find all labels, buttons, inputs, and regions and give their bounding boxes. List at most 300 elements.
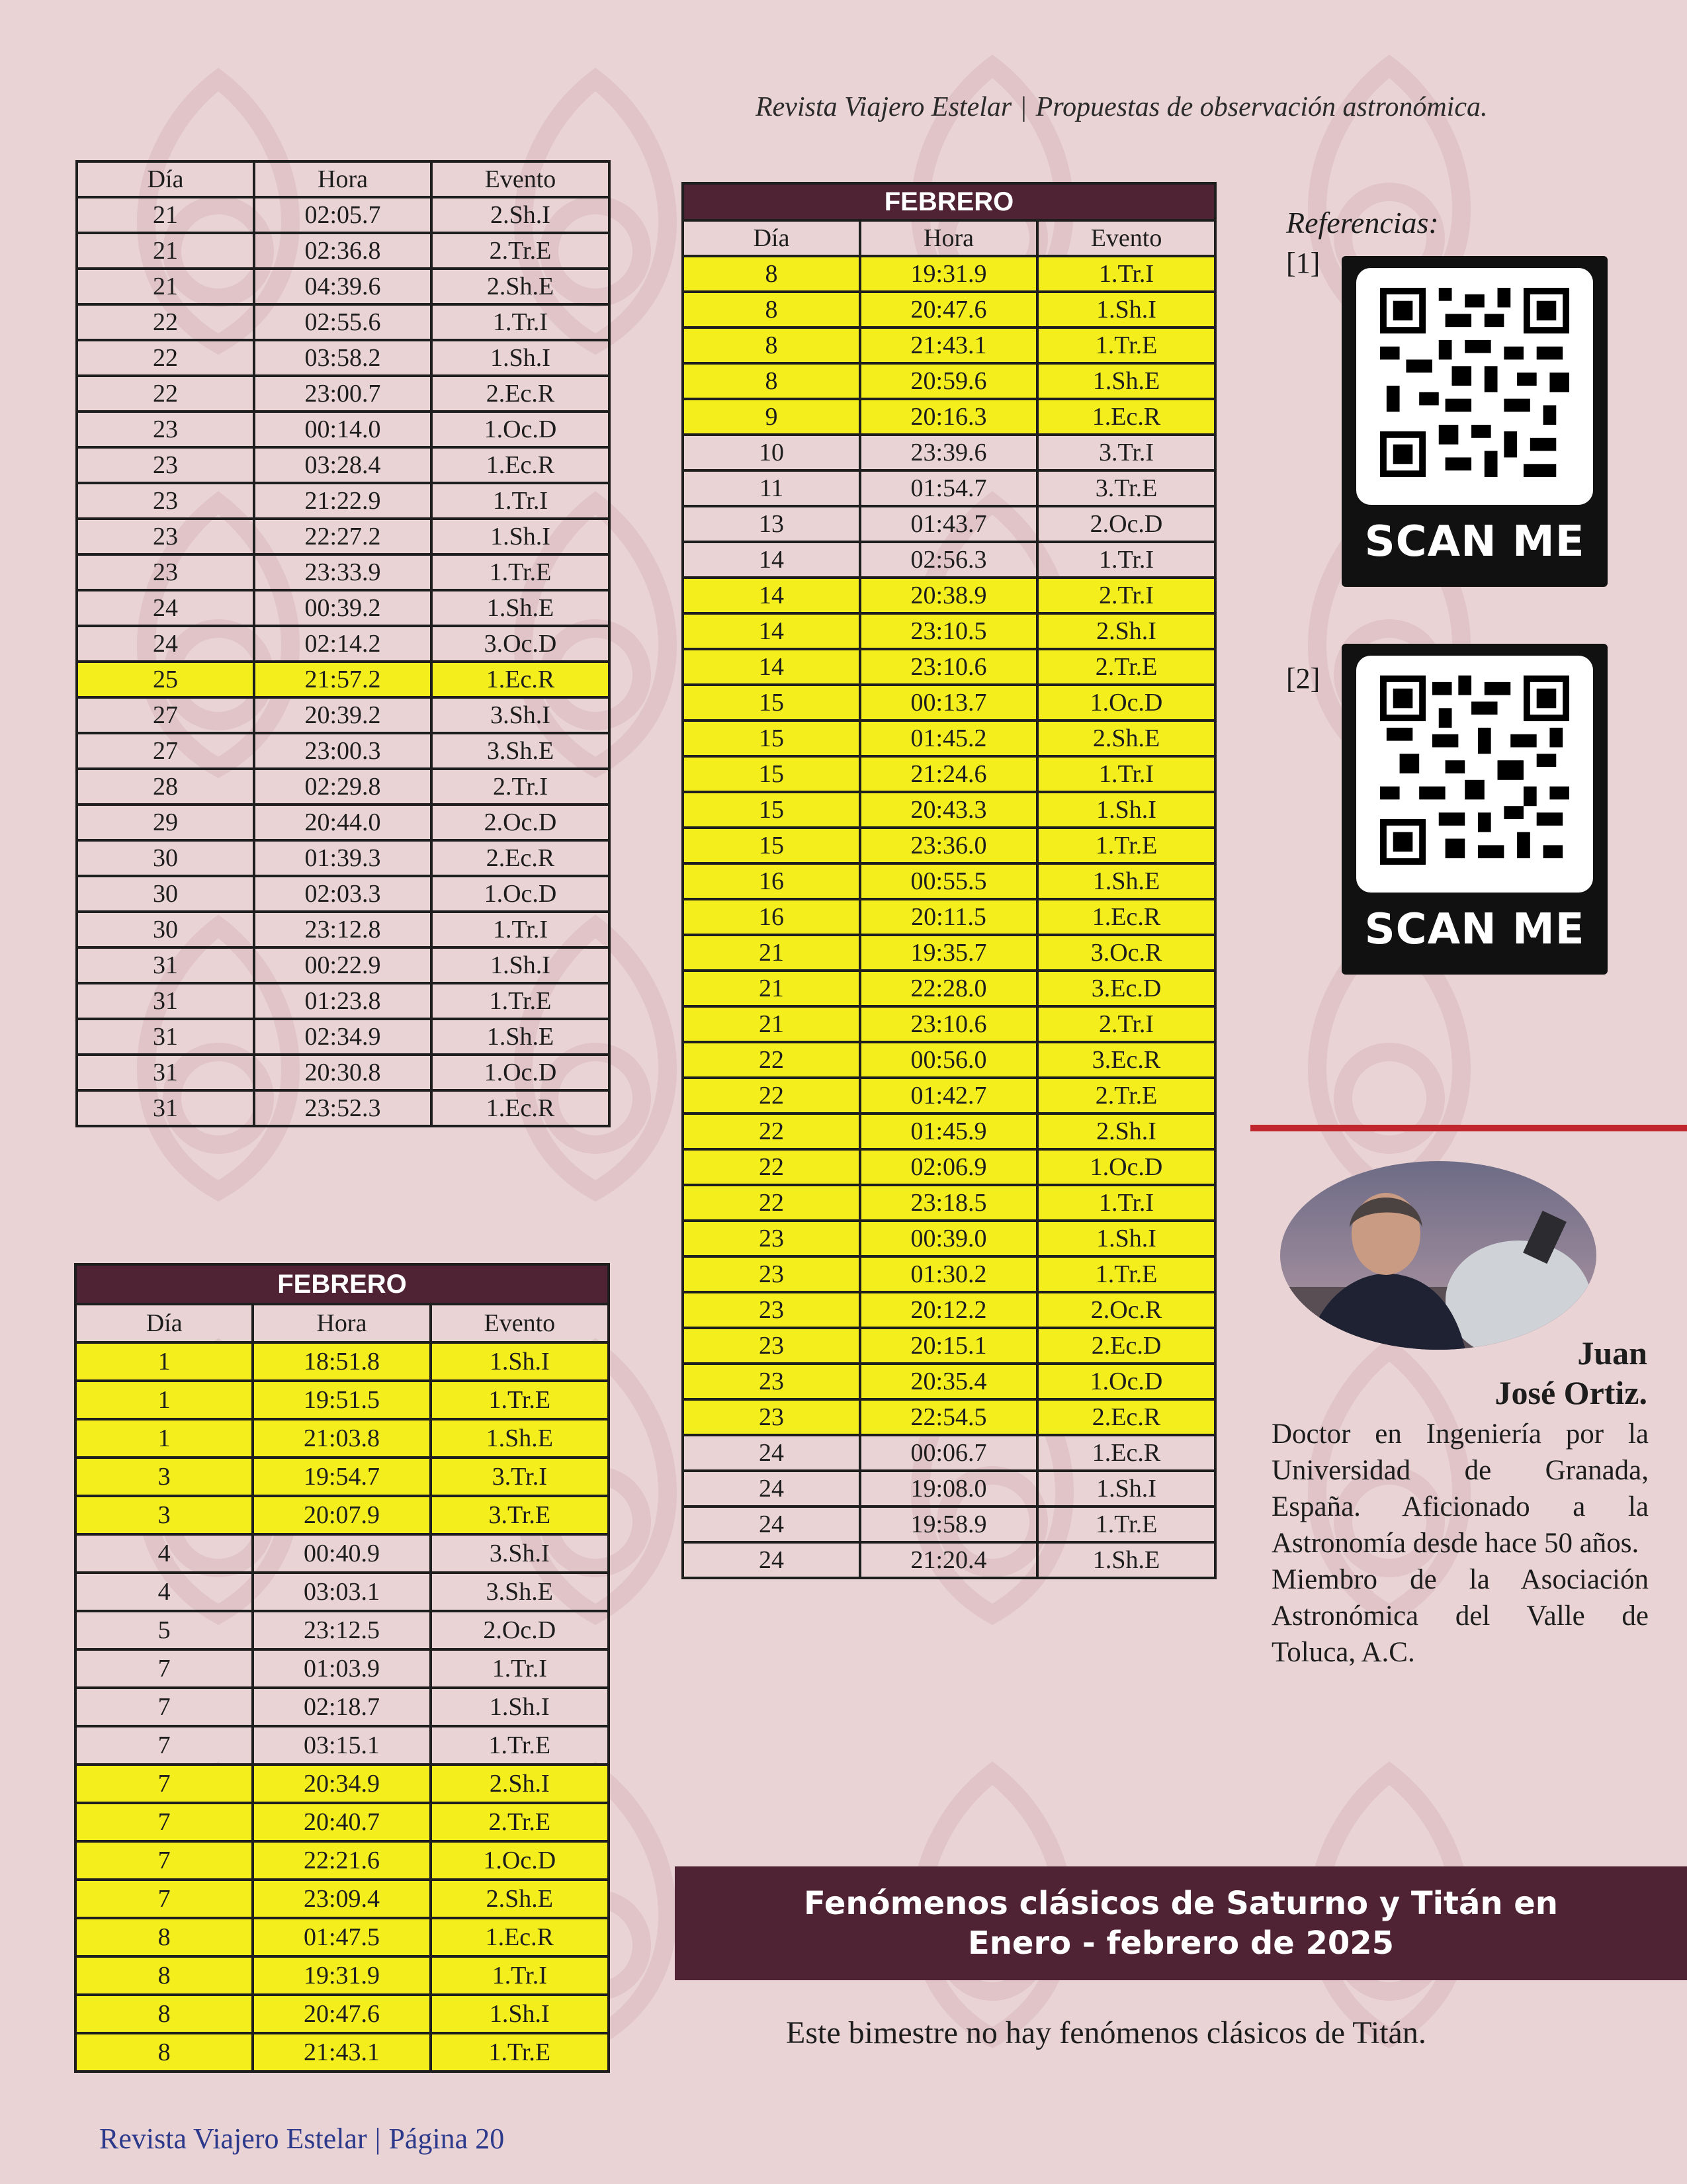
time-cell: 23:52.3 [254, 1090, 431, 1126]
author-first-name: Juan [1577, 1334, 1647, 1372]
day-cell: 15 [683, 828, 860, 863]
table-row [77, 376, 609, 412]
day-cell: 23 [683, 1292, 860, 1328]
qr-code-1-image [1356, 268, 1593, 505]
column-header-time: Hora [254, 161, 431, 197]
month-title: FEBRERO [75, 1264, 609, 1304]
event-cell: 2.Sh.E [431, 269, 609, 304]
table-row [75, 1649, 609, 1688]
event-cell: 1.Tr.I [431, 304, 609, 340]
qr-code-2-icon [1380, 676, 1569, 865]
time-cell: 03:58.2 [254, 340, 431, 376]
time-cell: 01:23.8 [254, 983, 431, 1019]
table-row [683, 792, 1215, 828]
column-header-row [75, 1304, 609, 1342]
day-cell: 11 [683, 470, 860, 506]
event-cell: 1.Tr.I [1037, 542, 1215, 578]
qr-code-1[interactable] [1342, 256, 1608, 587]
event-cell: 1.Sh.E [431, 1019, 609, 1055]
event-cell: 2.Ec.D [1037, 1328, 1215, 1364]
titan-note: Este bimestre no hay fenómenos clásicos de Titán. [786, 2015, 1426, 2050]
day-cell: 7 [75, 1803, 253, 1841]
day-cell: 22 [77, 376, 254, 412]
author-name [1495, 1333, 1647, 1413]
table-row [75, 1419, 609, 1458]
table-row [77, 805, 609, 840]
table-row [77, 983, 609, 1019]
event-cell: 1.Sh.I [431, 1995, 609, 2033]
event-cell: 1.Tr.I [1037, 756, 1215, 792]
time-cell: 21:57.2 [254, 662, 431, 697]
time-cell: 02:29.8 [254, 769, 431, 805]
time-cell: 02:14.2 [254, 626, 431, 662]
time-cell: 03:03.1 [253, 1573, 430, 1611]
day-cell: 31 [77, 983, 254, 1019]
time-cell: 20:44.0 [254, 805, 431, 840]
time-cell: 02:06.9 [860, 1149, 1037, 1185]
day-cell: 30 [77, 876, 254, 912]
page-footer [99, 2122, 504, 2156]
event-cell: 2.Sh.I [1037, 1114, 1215, 1149]
event-cell: 1.Oc.D [431, 876, 609, 912]
day-cell: 14 [683, 542, 860, 578]
references-title: Referencias: [1286, 206, 1439, 240]
time-cell: 19:31.9 [860, 256, 1037, 292]
time-cell: 20:35.4 [860, 1364, 1037, 1399]
table-row [77, 912, 609, 947]
time-cell: 01:43.7 [860, 506, 1037, 542]
day-cell: 23 [77, 412, 254, 447]
time-cell: 04:39.6 [254, 269, 431, 304]
table-row [683, 1435, 1215, 1471]
column-header-day: Día [77, 161, 254, 197]
day-cell: 3 [75, 1496, 253, 1534]
time-cell: 00:39.0 [860, 1221, 1037, 1256]
event-cell: 3.Sh.I [431, 697, 609, 733]
table-row [77, 304, 609, 340]
table-row [75, 1726, 609, 1765]
table-row [75, 1841, 609, 1880]
day-cell: 21 [683, 1006, 860, 1042]
day-cell: 21 [77, 269, 254, 304]
day-cell: 31 [77, 947, 254, 983]
table-row [683, 685, 1215, 721]
event-cell: 2.Tr.I [431, 769, 609, 805]
time-cell: 20:40.7 [253, 1803, 430, 1841]
author-photo [1280, 1161, 1596, 1350]
event-cell: 1.Sh.E [431, 1419, 609, 1458]
day-cell: 13 [683, 506, 860, 542]
day-cell: 22 [77, 304, 254, 340]
column-header-event: Evento [1037, 220, 1215, 256]
event-cell: 1.Sh.I [431, 519, 609, 554]
table-row [683, 1006, 1215, 1042]
event-cell: 2.Oc.D [1037, 506, 1215, 542]
event-cell: 1.Sh.I [1037, 792, 1215, 828]
day-cell: 22 [683, 1042, 860, 1078]
day-cell: 22 [683, 1078, 860, 1114]
event-cell: 1.Tr.E [1037, 828, 1215, 863]
time-cell: 23:00.7 [254, 376, 431, 412]
day-cell: 23 [77, 483, 254, 519]
day-cell: 21 [683, 971, 860, 1006]
events-table-january [75, 160, 611, 1127]
day-cell: 30 [77, 840, 254, 876]
time-cell: 21:03.8 [253, 1419, 430, 1458]
time-cell: 20:12.2 [860, 1292, 1037, 1328]
day-cell: 24 [77, 626, 254, 662]
table-row [683, 1507, 1215, 1542]
time-cell: 01:03.9 [253, 1649, 430, 1688]
event-cell: 2.Oc.D [431, 1611, 609, 1649]
event-cell: 1.Tr.E [431, 2033, 609, 2072]
column-header-row [77, 161, 609, 197]
section-banner-title: Fenómenos clásicos de Saturno y Titán en Enero - febrero de 2025 [804, 1885, 1558, 1962]
event-cell: 1.Sh.E [1037, 363, 1215, 399]
table-row [683, 1542, 1215, 1578]
time-cell: 01:30.2 [860, 1256, 1037, 1292]
event-cell: 2.Ec.R [431, 376, 609, 412]
event-cell: 1.Tr.I [431, 1649, 609, 1688]
table-row [683, 506, 1215, 542]
event-cell: 1.Ec.R [431, 1090, 609, 1126]
time-cell: 20:16.3 [860, 399, 1037, 435]
time-cell: 01:42.7 [860, 1078, 1037, 1114]
table-row [77, 840, 609, 876]
events-table-february-1 [74, 1263, 610, 2073]
day-cell: 14 [683, 613, 860, 649]
day-cell: 22 [683, 1114, 860, 1149]
time-cell: 02:05.7 [254, 197, 431, 233]
header-magazine: Revista Viajero Estelar [756, 92, 1012, 122]
footer-separator: | [374, 2122, 381, 2155]
time-cell: 23:18.5 [860, 1185, 1037, 1221]
section-divider [1250, 1125, 1687, 1131]
time-cell: 20:38.9 [860, 578, 1037, 613]
event-cell: 1.Tr.E [1037, 1256, 1215, 1292]
event-cell: 1.Sh.E [1037, 1542, 1215, 1578]
column-header-row [683, 220, 1215, 256]
time-cell: 22:54.5 [860, 1399, 1037, 1435]
author-bio-paragraph-1: Doctor en Ingeniería por la Universidad de Granada, España. Aficionado a la Astronomía desde hace 50 años. [1272, 1419, 1649, 1559]
event-cell: 2.Sh.E [1037, 721, 1215, 756]
event-cell: 3.Tr.I [431, 1458, 609, 1496]
time-cell: 23:36.0 [860, 828, 1037, 863]
table-row [75, 2033, 609, 2072]
day-cell: 8 [75, 1995, 253, 2033]
table-row [75, 1573, 609, 1611]
day-cell: 4 [75, 1573, 253, 1611]
time-cell: 20:34.9 [253, 1765, 430, 1803]
event-cell: 3.Oc.D [431, 626, 609, 662]
event-cell: 1.Tr.E [1037, 1507, 1215, 1542]
day-cell: 27 [77, 733, 254, 769]
column-header-event: Evento [431, 1304, 609, 1342]
table-row [683, 828, 1215, 863]
time-cell: 18:51.8 [253, 1342, 430, 1381]
time-cell: 02:55.6 [254, 304, 431, 340]
footer-page-number: Página 20 [388, 2122, 505, 2155]
day-cell: 23 [77, 519, 254, 554]
event-cell: 1.Sh.I [431, 340, 609, 376]
author-bio-paragraph-2: Miembro de la Asociación Astronómica del Valle de Toluca, A.C. [1272, 1564, 1649, 1668]
event-cell: 2.Tr.E [1037, 1078, 1215, 1114]
event-cell: 1.Oc.D [1037, 1364, 1215, 1399]
table-row [77, 769, 609, 805]
time-cell: 21:43.1 [860, 328, 1037, 363]
time-cell: 00:56.0 [860, 1042, 1037, 1078]
time-cell: 19:54.7 [253, 1458, 430, 1496]
day-cell: 23 [77, 554, 254, 590]
table-row [75, 1496, 609, 1534]
day-cell: 9 [683, 399, 860, 435]
day-cell: 23 [683, 1399, 860, 1435]
day-cell: 8 [683, 363, 860, 399]
day-cell: 21 [77, 233, 254, 269]
event-cell: 3.Sh.E [431, 733, 609, 769]
day-cell: 7 [75, 1688, 253, 1726]
table-row [683, 1471, 1215, 1507]
column-header-day: Día [75, 1304, 253, 1342]
table-row [683, 542, 1215, 578]
event-cell: 1.Tr.I [1037, 1185, 1215, 1221]
event-cell: 2.Ec.R [431, 840, 609, 876]
table-row [683, 1292, 1215, 1328]
table-row [683, 1185, 1215, 1221]
day-cell: 7 [75, 1726, 253, 1765]
table-row [77, 519, 609, 554]
day-cell: 31 [77, 1055, 254, 1090]
event-cell: 1.Oc.D [431, 1055, 609, 1090]
day-cell: 1 [75, 1381, 253, 1419]
time-cell: 19:51.5 [253, 1381, 430, 1419]
qr-code-1-icon [1380, 288, 1569, 477]
time-cell: 01:47.5 [253, 1918, 430, 1956]
time-cell: 23:09.4 [253, 1880, 430, 1918]
event-cell: 1.Ec.R [431, 662, 609, 697]
event-cell: 1.Sh.I [1037, 1471, 1215, 1507]
day-cell: 23 [683, 1364, 860, 1399]
day-cell: 10 [683, 435, 860, 470]
event-cell: 2.Tr.E [1037, 649, 1215, 685]
table-row [75, 1688, 609, 1726]
event-cell: 1.Tr.I [1037, 256, 1215, 292]
table-row [683, 470, 1215, 506]
event-cell: 1.Sh.I [431, 1342, 609, 1381]
day-cell: 8 [75, 1956, 253, 1995]
time-cell: 21:20.4 [860, 1542, 1037, 1578]
table-row [75, 1534, 609, 1573]
table-row [683, 649, 1215, 685]
reference-2-number: [2] [1286, 662, 1320, 695]
day-cell: 7 [75, 1841, 253, 1880]
time-cell: 19:35.7 [860, 935, 1037, 971]
event-cell: 1.Sh.I [431, 1688, 609, 1726]
time-cell: 23:10.5 [860, 613, 1037, 649]
day-cell: 8 [75, 2033, 253, 2072]
time-cell: 19:08.0 [860, 1471, 1037, 1507]
table-row [683, 363, 1215, 399]
time-cell: 20:47.6 [860, 292, 1037, 328]
event-cell: 1.Tr.E [431, 554, 609, 590]
event-cell: 1.Tr.E [431, 1726, 609, 1765]
table-row [77, 590, 609, 626]
day-cell: 25 [77, 662, 254, 697]
day-cell: 28 [77, 769, 254, 805]
table-row [683, 328, 1215, 363]
event-cell: 2.Oc.R [1037, 1292, 1215, 1328]
table-row [683, 435, 1215, 470]
day-cell: 31 [77, 1019, 254, 1055]
event-cell: 1.Sh.E [1037, 863, 1215, 899]
column-header-time: Hora [860, 220, 1037, 256]
time-cell: 03:28.4 [254, 447, 431, 483]
event-cell: 1.Sh.E [431, 590, 609, 626]
event-cell: 2.Oc.D [431, 805, 609, 840]
table-row [683, 1078, 1215, 1114]
time-cell: 01:45.9 [860, 1114, 1037, 1149]
author-last-name: José Ortiz. [1494, 1374, 1647, 1411]
day-cell: 15 [683, 792, 860, 828]
column-header-event: Evento [431, 161, 609, 197]
table-row [77, 626, 609, 662]
time-cell: 20:11.5 [860, 899, 1037, 935]
event-cell: 2.Sh.I [431, 1765, 609, 1803]
table-row [77, 233, 609, 269]
day-cell: 21 [683, 935, 860, 971]
event-cell: 1.Ec.R [1037, 399, 1215, 435]
table-row [683, 721, 1215, 756]
day-cell: 14 [683, 649, 860, 685]
table-row [77, 947, 609, 983]
event-cell: 1.Sh.I [1037, 1221, 1215, 1256]
event-cell: 1.Oc.D [431, 412, 609, 447]
table-row [683, 1364, 1215, 1399]
time-cell: 22:28.0 [860, 971, 1037, 1006]
reference-1-number: [1] [1286, 247, 1320, 279]
time-cell: 23:39.6 [860, 435, 1037, 470]
time-cell: 00:39.2 [254, 590, 431, 626]
event-cell: 2.Ec.R [1037, 1399, 1215, 1435]
event-cell: 2.Tr.I [1037, 578, 1215, 613]
table-row [683, 935, 1215, 971]
time-cell: 00:55.5 [860, 863, 1037, 899]
day-cell: 24 [683, 1471, 860, 1507]
time-cell: 23:12.8 [254, 912, 431, 947]
event-cell: 1.Oc.D [431, 1841, 609, 1880]
time-cell: 02:03.3 [254, 876, 431, 912]
time-cell: 22:21.6 [253, 1841, 430, 1880]
day-cell: 24 [683, 1542, 860, 1578]
time-cell: 20:43.3 [860, 792, 1037, 828]
event-cell: 3.Tr.I [1037, 435, 1215, 470]
events-table-february-2 [681, 182, 1217, 1579]
table-row [77, 447, 609, 483]
table-row [75, 1803, 609, 1841]
event-cell: 1.Ec.R [431, 1918, 609, 1956]
event-cell: 1.Ec.R [1037, 1435, 1215, 1471]
event-cell: 1.Sh.I [431, 947, 609, 983]
table-row [75, 1342, 609, 1381]
event-cell: 1.Sh.I [1037, 292, 1215, 328]
time-cell: 20:39.2 [254, 697, 431, 733]
day-cell: 15 [683, 756, 860, 792]
time-cell: 00:22.9 [254, 947, 431, 983]
table-row [683, 971, 1215, 1006]
event-cell: 1.Ec.R [1037, 899, 1215, 935]
table-row [683, 899, 1215, 935]
day-cell: 23 [683, 1328, 860, 1364]
time-cell: 21:24.6 [860, 756, 1037, 792]
qr-code-1-label: SCAN ME [1364, 517, 1585, 566]
footer-magazine: Revista Viajero Estelar [99, 2122, 367, 2155]
day-cell: 8 [683, 292, 860, 328]
day-cell: 3 [75, 1458, 253, 1496]
qr-code-2-label: SCAN ME [1364, 905, 1585, 954]
page-header [756, 91, 1487, 123]
table-row [77, 733, 609, 769]
table-row [683, 578, 1215, 613]
qr-code-2[interactable] [1342, 644, 1608, 975]
time-cell: 01:45.2 [860, 721, 1037, 756]
time-cell: 02:34.9 [254, 1019, 431, 1055]
day-cell: 22 [683, 1185, 860, 1221]
table-row [77, 412, 609, 447]
time-cell: 19:58.9 [860, 1507, 1037, 1542]
table-row [683, 1399, 1215, 1435]
table-row [75, 1995, 609, 2033]
day-cell: 22 [683, 1149, 860, 1185]
day-cell: 8 [683, 256, 860, 292]
event-cell: 1.Tr.I [431, 1956, 609, 1995]
event-cell: 2.Tr.E [431, 1803, 609, 1841]
author-bio [1272, 1416, 1649, 1671]
day-cell: 14 [683, 578, 860, 613]
event-cell: 2.Sh.I [431, 197, 609, 233]
day-cell: 16 [683, 863, 860, 899]
time-cell: 01:39.3 [254, 840, 431, 876]
day-cell: 8 [683, 328, 860, 363]
time-cell: 23:10.6 [860, 649, 1037, 685]
event-cell: 2.Tr.I [1037, 1006, 1215, 1042]
table-row [75, 1880, 609, 1918]
month-title: FEBRERO [683, 183, 1215, 220]
table-row [683, 1149, 1215, 1185]
time-cell: 20:15.1 [860, 1328, 1037, 1364]
table-row [683, 256, 1215, 292]
table-row [683, 613, 1215, 649]
table-row [77, 340, 609, 376]
day-cell: 22 [77, 340, 254, 376]
time-cell: 21:43.1 [253, 2033, 430, 2072]
event-cell: 2.Tr.E [431, 233, 609, 269]
time-cell: 00:06.7 [860, 1435, 1037, 1471]
table-row [77, 697, 609, 733]
time-cell: 00:13.7 [860, 685, 1037, 721]
table-row [75, 1611, 609, 1649]
table-row [683, 399, 1215, 435]
time-cell: 23:12.5 [253, 1611, 430, 1649]
table-row [75, 1458, 609, 1496]
event-cell: 3.Sh.I [431, 1534, 609, 1573]
section-banner [675, 1866, 1687, 1980]
time-cell: 21:22.9 [254, 483, 431, 519]
author-photo-image [1280, 1161, 1596, 1350]
time-cell: 00:14.0 [254, 412, 431, 447]
event-cell: 1.Tr.E [1037, 328, 1215, 363]
day-cell: 15 [683, 721, 860, 756]
day-cell: 7 [75, 1649, 253, 1688]
